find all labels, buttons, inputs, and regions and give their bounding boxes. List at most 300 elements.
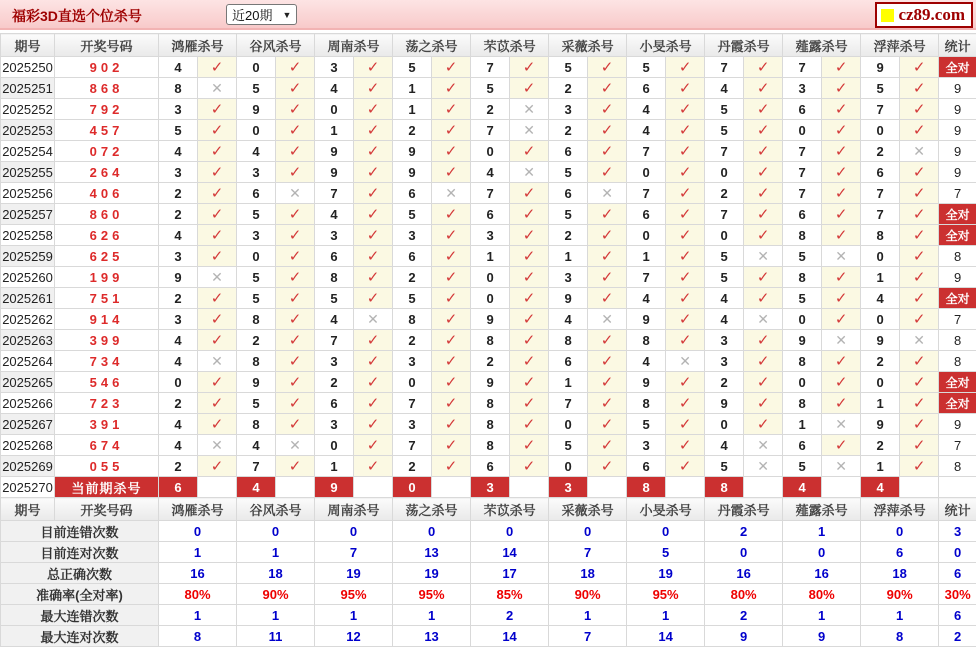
winning-number: 902 [55,57,159,78]
col-header-expert-7: 丹霞杀号 [705,34,783,57]
mark-check-icon: ✓ [432,393,471,414]
mark-check-icon: ✓ [276,162,315,183]
period-cell: 2025266 [1,393,55,414]
mark-check-icon: ✓ [822,393,861,414]
col-header-expert-2: 周南杀号 [315,34,393,57]
summary-value: 18 [861,563,939,584]
current-kill-number: 6 [159,477,198,498]
kill-number: 8 [471,393,510,414]
col-header-expert-3: 荡之杀号 [393,498,471,521]
mark-check-icon: ✓ [666,57,705,78]
kill-number: 9 [315,141,354,162]
current-kill-number: 0 [393,477,432,498]
kill-number: 7 [315,183,354,204]
mark-cross-icon: ✕ [510,162,549,183]
mark-check-icon: ✓ [276,225,315,246]
period-cell: 2025253 [1,120,55,141]
mark-cross-icon: ✕ [198,351,237,372]
kill-number: 3 [783,78,822,99]
mark-check-icon: ✓ [276,78,315,99]
summary-value: 7 [315,542,393,563]
kill-number: 9 [393,162,432,183]
kill-number: 8 [471,330,510,351]
kill-number: 7 [549,393,588,414]
kill-number: 3 [315,57,354,78]
kill-number: 2 [159,183,198,204]
col-header-expert-6: 小旻杀号 [627,498,705,521]
kill-number: 2 [861,351,900,372]
col-header-period: 期号 [1,34,55,57]
chevron-down-icon: ▼ [282,9,292,20]
mark-check-icon: ✓ [276,414,315,435]
summary-value: 80% [159,584,237,605]
kill-number: 5 [705,246,744,267]
kill-number: 8 [783,267,822,288]
kill-number: 0 [549,414,588,435]
period-cell: 2025260 [1,267,55,288]
mark-check-icon: ✓ [432,162,471,183]
mark-check-icon: ✓ [588,414,627,435]
mark-check-icon: ✓ [744,225,783,246]
kill-number: 5 [861,78,900,99]
mark-check-icon: ✓ [432,120,471,141]
result-row [1,351,976,372]
kill-number: 8 [159,78,198,99]
mark-cross-icon: ✕ [510,99,549,120]
mark-check-icon: ✓ [354,246,393,267]
col-header-expert-3: 荡之杀号 [393,34,471,57]
row-stat-cell: 全对 [939,57,976,78]
summary-stat: 3 [939,521,976,542]
mark-check-icon: ✓ [198,330,237,351]
mark-cross-icon: ✕ [354,309,393,330]
summary-stat: 6 [939,605,976,626]
mark-check-icon: ✓ [432,57,471,78]
mark-check-icon: ✓ [354,204,393,225]
kill-number: 5 [237,393,276,414]
col-header-expert-5: 采薇杀号 [549,498,627,521]
mark-check-icon: ✓ [744,99,783,120]
mark-check-icon: ✓ [744,57,783,78]
kill-number: 5 [159,120,198,141]
mark-check-icon: ✓ [744,78,783,99]
period-cell: 2025258 [1,225,55,246]
mark-check-icon: ✓ [588,141,627,162]
mark-check-icon: ✓ [354,57,393,78]
kill-number: 9 [237,372,276,393]
mark-check-icon: ✓ [198,183,237,204]
row-stat-cell [939,477,976,498]
summary-value: 1 [393,605,471,626]
row-stat-cell: 9 [939,99,976,120]
mark-check-icon: ✓ [822,183,861,204]
mark-check-icon: ✓ [588,225,627,246]
row-stat-cell: 7 [939,309,976,330]
result-row [1,162,976,183]
mark-check-icon: ✓ [354,393,393,414]
kill-number: 5 [549,57,588,78]
kill-number: 6 [471,204,510,225]
mark-check-icon: ✓ [354,414,393,435]
row-stat-cell: 8 [939,330,976,351]
kill-number: 2 [159,456,198,477]
mark-check-icon: ✓ [432,225,471,246]
period-cell: 2025262 [1,309,55,330]
mark-check-icon: ✓ [666,225,705,246]
period-cell: 2025268 [1,435,55,456]
mark-check-icon: ✓ [900,246,939,267]
kill-number: 6 [627,204,666,225]
kill-number: 5 [237,267,276,288]
kill-number: 4 [315,204,354,225]
period-cell: 2025256 [1,183,55,204]
mark-check-icon: ✓ [198,456,237,477]
mark-check-icon: ✓ [276,120,315,141]
summary-value: 14 [627,626,705,647]
summary-row [1,542,976,563]
current-kill-number: 4 [237,477,276,498]
kill-number: 5 [705,267,744,288]
kill-number: 5 [393,57,432,78]
period-range-select[interactable] [226,4,297,25]
kill-number: 3 [705,330,744,351]
current-kill-number: 8 [627,477,666,498]
mark-check-icon: ✓ [510,57,549,78]
kill-number: 9 [783,330,822,351]
kill-number: 5 [315,288,354,309]
summary-value: 85% [471,584,549,605]
current-mark-empty [588,477,627,498]
mark-check-icon: ✓ [354,120,393,141]
kill-number: 2 [393,120,432,141]
kill-number: 5 [393,288,432,309]
kill-number: 4 [471,162,510,183]
kill-number: 3 [159,246,198,267]
summary-value: 0 [549,521,627,542]
result-row [1,246,976,267]
period-cell: 2025261 [1,288,55,309]
mark-check-icon: ✓ [354,141,393,162]
kill-number: 4 [705,309,744,330]
col-header-expert-0: 鸿雁杀号 [159,498,237,521]
mark-check-icon: ✓ [354,99,393,120]
kill-number: 3 [237,225,276,246]
kill-number: 8 [783,225,822,246]
mark-check-icon: ✓ [588,288,627,309]
result-row [1,393,976,414]
mark-check-icon: ✓ [744,141,783,162]
kill-number: 2 [549,78,588,99]
winning-number: 055 [55,456,159,477]
mark-check-icon: ✓ [432,246,471,267]
mark-check-icon: ✓ [510,372,549,393]
kill-number: 4 [159,57,198,78]
row-stat-cell: 8 [939,456,976,477]
winning-number: 751 [55,288,159,309]
summary-value: 8 [861,626,939,647]
kill-number: 5 [627,57,666,78]
mark-check-icon: ✓ [666,204,705,225]
mark-check-icon: ✓ [666,309,705,330]
mark-check-icon: ✓ [276,246,315,267]
mark-check-icon: ✓ [354,288,393,309]
col-header-expert-6: 小旻杀号 [627,34,705,57]
row-stat-cell: 9 [939,162,976,183]
mark-check-icon: ✓ [666,393,705,414]
kill-number: 0 [783,309,822,330]
mark-cross-icon: ✕ [822,246,861,267]
kill-number: 6 [783,435,822,456]
current-kill-number: 3 [471,477,510,498]
kill-number: 5 [705,99,744,120]
mark-check-icon: ✓ [588,330,627,351]
mark-check-icon: ✓ [354,183,393,204]
kill-number: 7 [861,204,900,225]
kill-number: 2 [237,330,276,351]
mark-check-icon: ✓ [900,372,939,393]
col-header-expert-9: 浮萍杀号 [861,34,939,57]
mark-cross-icon: ✕ [276,435,315,456]
period-cell: 2025252 [1,99,55,120]
kill-number: 4 [159,351,198,372]
current-kill-number: 4 [783,477,822,498]
summary-value: 95% [393,584,471,605]
kill-number: 7 [705,141,744,162]
kill-number: 3 [315,225,354,246]
mark-check-icon: ✓ [588,162,627,183]
mark-check-icon: ✓ [822,225,861,246]
logo-square-icon [881,9,894,22]
kill-number: 7 [393,393,432,414]
kill-number: 2 [315,372,354,393]
mark-check-icon: ✓ [354,162,393,183]
result-row [1,435,976,456]
kill-number: 9 [549,288,588,309]
mark-check-icon: ✓ [198,120,237,141]
kill-number: 4 [315,309,354,330]
mark-check-icon: ✓ [276,330,315,351]
kill-number: 4 [627,99,666,120]
winning-number: 457 [55,120,159,141]
mark-check-icon: ✓ [354,225,393,246]
row-stat-cell: 9 [939,141,976,162]
mark-check-icon: ✓ [900,183,939,204]
kill-number: 0 [471,267,510,288]
mark-check-icon: ✓ [354,456,393,477]
kill-number: 2 [159,204,198,225]
kill-number: 6 [549,141,588,162]
kill-number: 1 [315,456,354,477]
kill-number: 3 [159,162,198,183]
kill-number-table-wrap [0,33,976,647]
kill-number: 5 [705,456,744,477]
mark-check-icon: ✓ [510,288,549,309]
kill-number: 6 [315,246,354,267]
current-period-label: 当前期杀号 [55,477,159,498]
mark-check-icon: ✓ [744,288,783,309]
mark-check-icon: ✓ [666,414,705,435]
kill-number: 1 [861,267,900,288]
kill-number: 3 [237,162,276,183]
kill-number: 2 [393,267,432,288]
kill-number: 4 [159,225,198,246]
kill-number: 0 [315,435,354,456]
mark-check-icon: ✓ [900,267,939,288]
kill-number: 0 [471,288,510,309]
kill-number: 3 [393,351,432,372]
kill-number: 4 [159,435,198,456]
kill-number: 4 [159,414,198,435]
summary-value: 7 [549,626,627,647]
summary-stat: 2 [939,626,976,647]
mark-check-icon: ✓ [822,435,861,456]
summary-value: 0 [705,542,783,563]
kill-number: 0 [783,372,822,393]
kill-number: 8 [315,267,354,288]
row-stat-cell: 9 [939,120,976,141]
mark-check-icon: ✓ [666,183,705,204]
kill-number: 3 [159,309,198,330]
winning-number: 391 [55,414,159,435]
mark-check-icon: ✓ [198,288,237,309]
kill-number: 7 [237,456,276,477]
mark-check-icon: ✓ [666,78,705,99]
mark-check-icon: ✓ [588,99,627,120]
mark-check-icon: ✓ [744,267,783,288]
mark-check-icon: ✓ [276,141,315,162]
summary-value: 90% [549,584,627,605]
mark-check-icon: ✓ [822,57,861,78]
kill-number: 0 [237,57,276,78]
mark-check-icon: ✓ [510,351,549,372]
mark-check-icon: ✓ [432,351,471,372]
kill-number: 5 [783,246,822,267]
site-logo[interactable] [875,2,973,28]
mark-check-icon: ✓ [198,204,237,225]
summary-value: 5 [627,542,705,563]
mark-check-icon: ✓ [510,141,549,162]
period-cell: 2025267 [1,414,55,435]
kill-number: 5 [705,120,744,141]
summary-value: 18 [549,563,627,584]
summary-label: 最大连对次数 [1,626,159,647]
summary-value: 0 [393,521,471,542]
mark-check-icon: ✓ [510,309,549,330]
summary-value: 16 [783,563,861,584]
kill-number: 1 [783,414,822,435]
row-stat-cell: 7 [939,435,976,456]
result-row [1,141,976,162]
kill-number: 9 [393,141,432,162]
kill-number: 0 [393,372,432,393]
summary-label: 目前连错次数 [1,521,159,542]
summary-value: 16 [705,563,783,584]
kill-number: 3 [471,225,510,246]
kill-number: 7 [471,120,510,141]
kill-number: 9 [471,309,510,330]
kill-number: 6 [549,183,588,204]
kill-number: 5 [393,204,432,225]
col-header-stat: 统计 [939,34,976,57]
mark-check-icon: ✓ [744,372,783,393]
mark-check-icon: ✓ [198,141,237,162]
mark-check-icon: ✓ [354,351,393,372]
kill-number: 0 [705,162,744,183]
mark-check-icon: ✓ [822,372,861,393]
summary-stat: 6 [939,563,976,584]
mark-check-icon: ✓ [822,267,861,288]
mark-cross-icon: ✕ [744,456,783,477]
kill-number: 0 [861,309,900,330]
period-cell: 2025254 [1,141,55,162]
summary-row [1,626,976,647]
summary-value: 95% [627,584,705,605]
col-header-expert-5: 采薇杀号 [549,34,627,57]
kill-number: 4 [627,351,666,372]
kill-number: 7 [471,57,510,78]
period-cell: 2025259 [1,246,55,267]
summary-stat: 0 [939,542,976,563]
summary-value: 6 [861,542,939,563]
kill-number: 1 [315,120,354,141]
kill-number: 2 [393,456,432,477]
mark-check-icon: ✓ [900,78,939,99]
summary-value: 14 [471,626,549,647]
mark-check-icon: ✓ [900,120,939,141]
mark-check-icon: ✓ [432,414,471,435]
winning-number: 625 [55,246,159,267]
kill-number: 7 [705,57,744,78]
mark-check-icon: ✓ [432,99,471,120]
period-cell: 2025255 [1,162,55,183]
result-row [1,309,976,330]
kill-number: 0 [861,372,900,393]
summary-value: 1 [237,605,315,626]
mark-cross-icon: ✕ [900,330,939,351]
kill-number: 0 [159,372,198,393]
kill-number: 3 [393,225,432,246]
mark-check-icon: ✓ [822,351,861,372]
result-row [1,120,976,141]
kill-number: 8 [471,414,510,435]
current-kill-number: 9 [315,477,354,498]
kill-number: 9 [159,267,198,288]
kill-number: 6 [549,351,588,372]
mark-check-icon: ✓ [744,351,783,372]
summary-stat: 30% [939,584,976,605]
period-cell: 2025264 [1,351,55,372]
kill-number: 7 [783,57,822,78]
kill-number: 1 [549,372,588,393]
kill-number: 1 [549,246,588,267]
result-row [1,288,976,309]
mark-check-icon: ✓ [900,57,939,78]
mark-check-icon: ✓ [354,330,393,351]
result-row [1,456,976,477]
mark-cross-icon: ✕ [588,309,627,330]
kill-number: 8 [783,393,822,414]
kill-number: 6 [471,456,510,477]
kill-number: 7 [315,330,354,351]
mark-check-icon: ✓ [744,204,783,225]
kill-number: 1 [627,246,666,267]
summary-value: 2 [705,521,783,542]
summary-value: 2 [705,605,783,626]
kill-number: 5 [549,435,588,456]
mark-check-icon: ✓ [276,309,315,330]
kill-number: 5 [549,204,588,225]
result-row [1,204,976,225]
